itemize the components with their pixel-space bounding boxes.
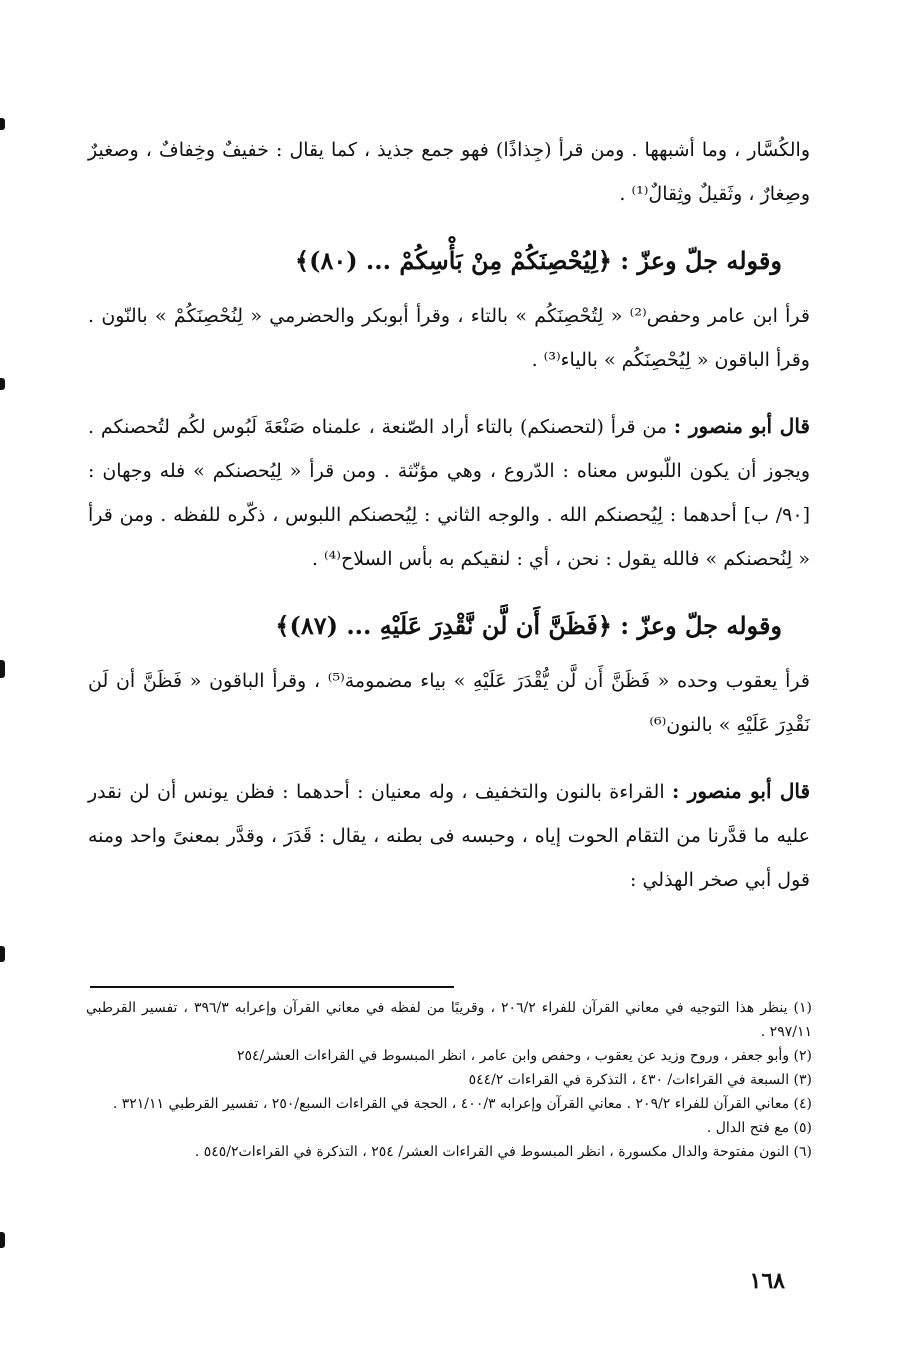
commentary-lead: قال أبو منصور : [673,414,810,438]
page-number: ١٦٨ [749,1268,785,1294]
paragraph-commentary-80 [88,404,810,581]
commentary-text: القراءة بالنون والتخفيف ، وله معنيان : أحدهما : فظن يونس أن لن نقدر عليه ما قدَّرنا من التقام الحوت إياه ، وحبسه فى بطنه ، يقال : قَدَرَ ، وقدَّر بمعنىً واحد ومنه قول أبي صخر الهذلي : [88,781,810,891]
verse-heading-80: وقوله جلّ وعزّ : ﴿لِيُحْصِنَكُمْ مِنْ بَأْسِكُمْ ... (٨٠)﴾ [295,246,782,275]
commentary-text: من قرأ (لتحصنكم) بالتاء أراد الصّنعة ، علمناه صَنْعَةَ لَبُوس لكُم لتُحصنكم . ويجوز أن يكون اللّبوس معناه : الدّروع ، وهي مؤنّثة . ومن قرأ « لِيُحصنكم » فله وجهان : [٩٠/ ب] أحدهما : لِيُحصنكم الله . والوجه الثاني : لِيُحصنكم اللبوس ، ذكّره للفظه . ومن قرأ « لِنُحصنكم » فالله يقول : نحن ، أي : لنقيكم به بأس السلاح⁽⁴⁾ . [88,416,810,570]
footnote-5: (٥) مع فتح الدال . [706,1120,812,1136]
verse-heading-87: وقوله جلّ وعزّ : ﴿فَظَنَّ أَن لَّن نَّقْدِرَ عَلَيْهِ ... (٨٧)﴾ [275,611,782,640]
footnote-3: (٣) السبعة في القراءات/ ٤٣٠ ، التذكرة في القراءات ٥٤٤/٢ [468,1072,812,1088]
paragraph-readings-80: قرأ ابن عامر وحفص⁽²⁾ « لِتُحْصِنَكُم » بالتاء ، وقرأ أبوبكر والحضرمي « لِنُحْصِنَكُمْ » بالنّون . وقرأ الباقون « لِيُحْصِنَكُم » بالياء⁽³⁾ . [88,305,810,371]
scan-edge-mark [0,660,5,678]
footnote-2: (٢) وأبو جعفر ، وروح وزيد عن يعقوب ، وحفص وابن عامر ، انظر المبسوط في القراءات العشر/٢٥٤ [236,1048,812,1064]
footnote-4: (٤) معاني القرآن للفراء ٢٠٩/٢ . معاني القرآن وإعرابه ٤٠٠/٣ ، الحجة في القراءات السبع/٢٥٠ ، تفسير القرطبي ٣٢١/١١ . [112,1096,812,1112]
commentary-lead: قال أبو منصور : [671,779,810,803]
scan-edge-mark [0,946,5,962]
footnote-6: (٦) النون مفتوحة والدال مكسورة ، انظر المبسوط في القراءات العشر/ ٢٥٤ ، التذكرة في القراءات٥٤٥/٢ . [194,1144,812,1160]
footnote-divider [90,986,454,988]
paragraph-commentary-87 [88,769,810,902]
footnote-1: (١) ينظر هذا التوجيه في معاني القرآن للفراء ٢٠٦/٢ ، وقريبًا من لفظه في معاني القرآن وإعرابه ٣٩٦/٣ ، تفسير القرطبي ٢٩٧/١١ . [86,1000,812,1040]
scan-edge-mark [0,378,5,390]
scan-edge-mark [0,118,5,130]
footnotes [86,996,812,1164]
paragraph-opening: والكُسَّار ، وما أشبهها . ومن قرأ (جِذاذًا) فهو جمع جذيذ ، كما يقال : خفيفٌ وخِفافٌ ، وصغيرٌ وصِغارٌ ، وثَقيلٌ وثِقالٌ⁽¹⁾ . [88,139,810,205]
scan-edge-mark [0,1232,5,1248]
paragraph-readings-87: قرأ يعقوب وحده « فَظَنَّ أَن لَّن يُّقْدَرَ عَلَيْهِ » بياء مضمومة⁽⁵⁾ ، وقرأ الباقون « فَظَنَّ أن لَن نَقْدِرَ عَلَيْهِ » بالنون⁽⁶⁾ [88,670,810,736]
